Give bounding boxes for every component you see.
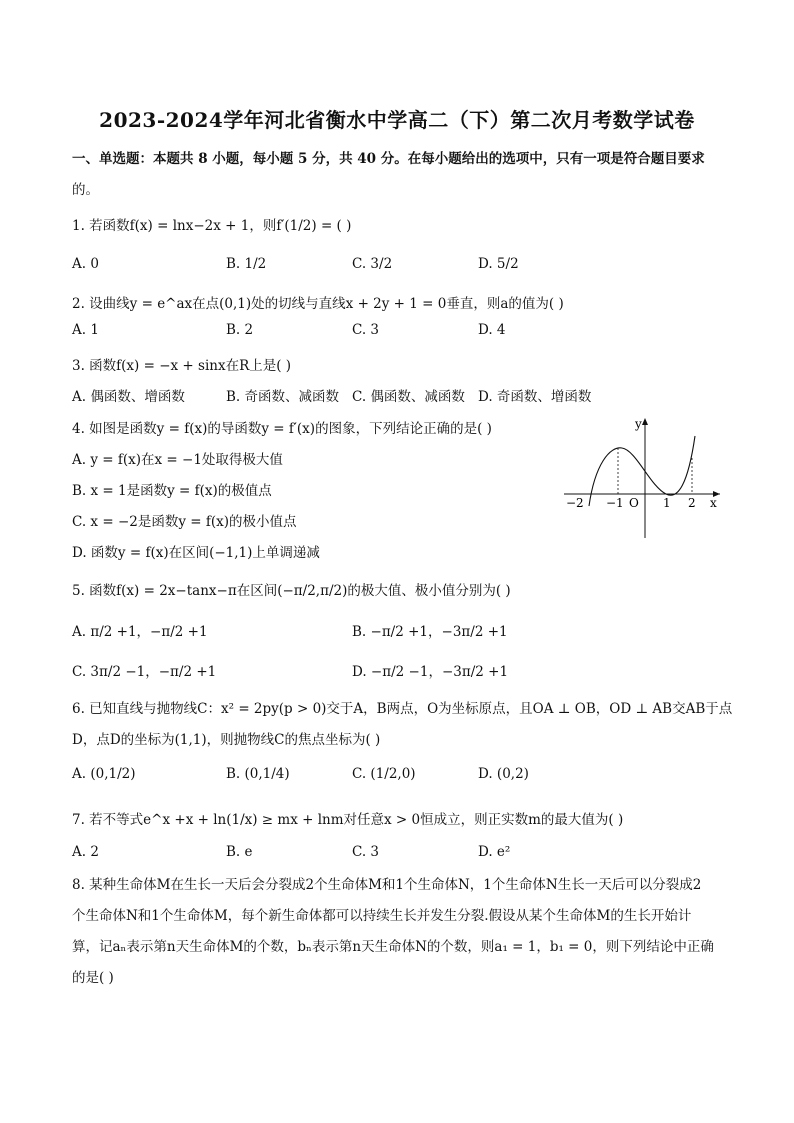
question-3-option-d: D. 奇函数、增函数 xyxy=(478,389,592,405)
question-7-option-a: A. 2 xyxy=(72,844,99,860)
question-1-option-a: A. 0 xyxy=(72,256,99,272)
derivative-curve xyxy=(589,436,695,506)
x-axis-label: x xyxy=(710,496,717,510)
question-5-option-c: C. 3π/2 −1，−π/2 +1 xyxy=(72,664,217,680)
tick-label-minus-one: −1 xyxy=(606,496,624,510)
y-axis-arrow xyxy=(642,418,648,425)
question-1-option-c: C. 3/2 xyxy=(352,256,393,272)
question-2-option-d: D. 4 xyxy=(478,322,506,338)
question-7-stem: 7. 若不等式e^x +x + ln(1/x) ≥ mx + lnm对任意x > 0恒成立，则正实数m的最大值为( ) xyxy=(72,812,624,828)
exam-title: 2023-2024学年河北省衡水中学高二（下）第二次月考数学试卷 xyxy=(99,108,695,132)
question-6-stem-cont: D，点D的坐标为(1,1)，则抛物线C的焦点坐标为( ) xyxy=(72,732,381,748)
question-8-stem: 8. 某种生命体M在生长一天后会分裂成2个生命体M和1个生命体N，1个生命体N生长一天后可以分裂成2 xyxy=(72,877,702,893)
question-1-option-b: B. 1/2 xyxy=(226,256,267,272)
question-6-option-d: D. (0,2) xyxy=(478,766,529,782)
section-heading: 一、单选题：本题共 8 小题，每小题 5 分，共 40 分。在每小题给出的选项中，只有一项是符合题目要求 xyxy=(72,151,705,167)
question-8-stem-line-4: 的是( ) xyxy=(72,970,114,986)
question-4-option-c: C. x = −2是函数y = f(x)的极小值点 xyxy=(72,514,297,530)
question-4-option-b: B. x = 1是函数y = f(x)的极值点 xyxy=(72,483,272,499)
question-2-option-c: C. 3 xyxy=(352,322,380,338)
question-3-option-b: B. 奇函数、减函数 xyxy=(226,389,340,405)
question-1-option-d: D. 5/2 xyxy=(478,256,519,272)
question-5-stem: 5. 函数f(x) = 2x−tanx−π在区间(−π/2,π/2)的极大值、极小值分别为( ) xyxy=(72,583,511,599)
question-6-option-b: B. (0,1/4) xyxy=(226,766,290,782)
question-4-option-d: D. 函数y = f(x)在区间(−1,1)上单调递减 xyxy=(72,545,320,561)
question-6-option-a: A. (0,1/2) xyxy=(72,766,136,782)
question-4-stem: 4. 如图是函数y = f(x)的导函数y = f′(x)的图象，下列结论正确的是( ) xyxy=(72,421,492,437)
question-6-stem: 6. 已知直线与抛物线C：x² = 2py(p > 0)交于A，B两点，O为坐标原点，且OA ⊥ OB，OD ⊥ AB交AB于点 xyxy=(72,701,733,717)
question-4-option-a: A. y = f(x)在x = −1处取得极大值 xyxy=(72,452,283,468)
question-3-stem: 3. 函数f(x) = −x + sinx在R上是( ) xyxy=(72,358,292,374)
question-2-stem: 2. 设曲线y = e^ax在点(0,1)处的切线与直线x + 2y + 1 = 0垂直，则a的值为( ) xyxy=(72,296,564,312)
question-6-option-c: C. (1/2,0) xyxy=(352,766,416,782)
question-7-option-c: C. 3 xyxy=(352,844,380,860)
question-2-option-a: A. 1 xyxy=(72,322,99,338)
section-heading-cont: 的。 xyxy=(72,182,99,198)
question-8-stem-line-3: 算，记aₙ表示第n天生命体M的个数，bₙ表示第n天生命体N的个数，则a₁ = 1，b₁ = 0，则下列结论中正确 xyxy=(72,939,714,955)
question-5-option-d: D. −π/2 −1，−3π/2 +1 xyxy=(352,664,509,680)
y-axis-label: y xyxy=(635,417,642,431)
question-5-option-a: A. π/2 +1，−π/2 +1 xyxy=(72,624,208,640)
tick-label-two: 2 xyxy=(688,496,696,510)
tick-label-minus-two: −2 xyxy=(566,496,584,510)
derivative-graph-figure xyxy=(562,414,722,540)
question-1-stem: 1. 若函数f(x) = lnx−2x + 1，则f′(1/2) = ( ) xyxy=(72,218,352,234)
origin-label: O xyxy=(629,496,639,510)
question-7-option-b: B. e xyxy=(226,844,253,860)
tick-label-one: 1 xyxy=(663,496,671,510)
question-5-option-b: B. −π/2 +1，−3π/2 +1 xyxy=(352,624,508,640)
question-2-option-b: B. 2 xyxy=(226,322,254,338)
question-3-option-c: C. 偶函数、减函数 xyxy=(352,389,465,405)
question-8-stem-line-2: 个生命体N和1个生命体M，每个新生命体都可以持续生长并发生分裂.假设从某个生命体M的生长开始计 xyxy=(72,908,692,924)
question-3-option-a: A. 偶函数、增函数 xyxy=(72,389,185,405)
question-7-option-d: D. e² xyxy=(478,844,511,860)
